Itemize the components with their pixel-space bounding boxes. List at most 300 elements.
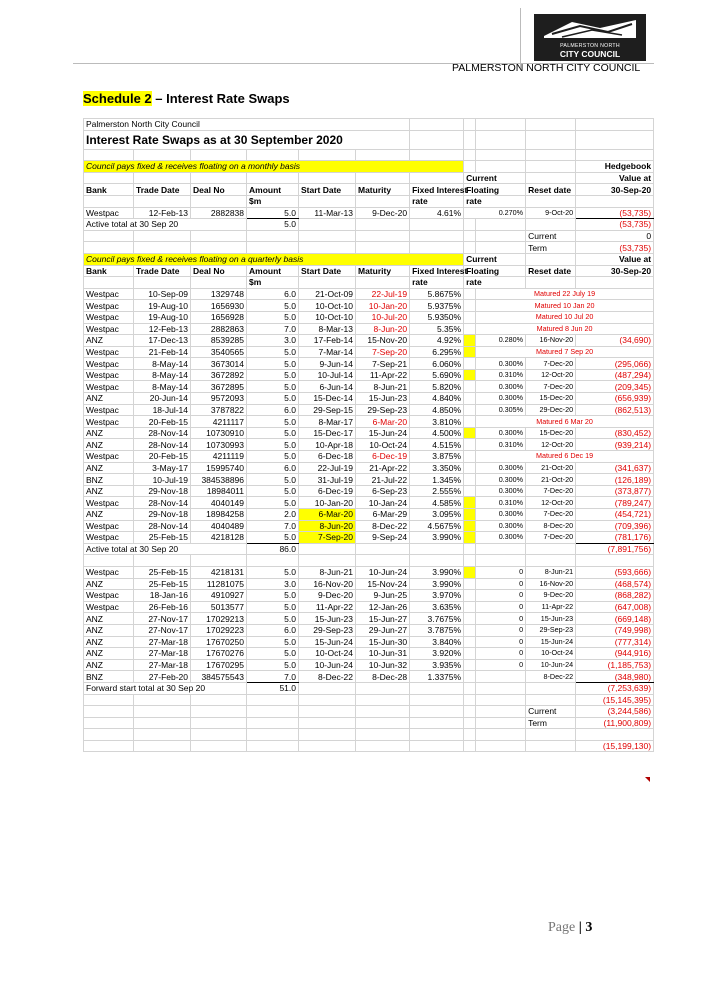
reset-date-cell: 7-Dec-20 xyxy=(526,485,576,497)
subheader-8 xyxy=(526,277,576,289)
trade-date-cell: 29-Nov-18 xyxy=(134,485,191,497)
subheader-2 xyxy=(191,277,247,289)
table-row xyxy=(84,497,654,509)
start-date-cell: 31-Jul-19 xyxy=(299,474,356,486)
amount-cell: 5.0 xyxy=(247,532,299,544)
trade-date-cell: 28-Nov-14 xyxy=(134,427,191,439)
reset-date-cell: 21-Oct-20 xyxy=(526,474,576,486)
fixed-rate-cell: 5.9350% xyxy=(410,311,464,323)
trade-date-cell: 27-Nov-17 xyxy=(134,624,191,636)
header-0: Bank xyxy=(84,184,134,196)
start-date-cell: 10-Oct-24 xyxy=(299,648,356,660)
amount-cell: 3.0 xyxy=(247,335,299,347)
reset-date-cell: 11-Apr-22 xyxy=(526,601,576,613)
reset-date-cell: 7-Dec-20 xyxy=(526,358,576,370)
maturity-cell: 21-Jul-22 xyxy=(356,474,410,486)
maturity-cell: 22-Jul-19 xyxy=(356,288,410,300)
deal-no-cell: 17670295 xyxy=(191,659,247,671)
reset-date-cell: 12-Oct-20 xyxy=(526,439,576,451)
amount-cell: 5.0 xyxy=(247,485,299,497)
fixed-rate-cell: 4.500% xyxy=(410,427,464,439)
floating-rate-cell: 0.310% xyxy=(476,497,526,509)
total-label: Active total at 30 Sep 20 xyxy=(84,219,247,231)
subheader-0 xyxy=(84,277,134,289)
table-title: Interest Rate Swaps as at 30 September 2020 xyxy=(84,130,410,149)
amount-cell: 7.0 xyxy=(247,671,299,683)
fixed-rate-cell: 3.935% xyxy=(410,659,464,671)
section3-total-row xyxy=(84,682,654,694)
maturity-cell: 10-Jan-24 xyxy=(356,497,410,509)
subheader-9 xyxy=(576,277,654,289)
flag-cell xyxy=(464,381,476,393)
bank-cell: ANZ xyxy=(84,439,134,451)
maturity-cell: 10-Jun-24 xyxy=(356,566,410,578)
fixed-rate-cell: 3.350% xyxy=(410,462,464,474)
value-cell: (868,282) xyxy=(576,590,654,602)
deal-no-cell: 1329748 xyxy=(191,288,247,300)
trade-date-cell: 27-Mar-18 xyxy=(134,648,191,660)
floating-rate-cell: 0.310% xyxy=(476,439,526,451)
bank-cell: Westpac xyxy=(84,601,134,613)
bank-cell: Westpac xyxy=(84,416,134,428)
flag-cell xyxy=(464,439,476,451)
floating-rate-cell: 0 xyxy=(476,636,526,648)
org-row xyxy=(84,119,654,131)
start-date-cell: 8-Jun-21 xyxy=(299,566,356,578)
header-4: Start Date xyxy=(299,184,356,196)
section1-current-row xyxy=(84,230,654,242)
start-date-cell: 29-Sep-23 xyxy=(299,624,356,636)
council-logo xyxy=(534,14,646,61)
bank-cell: BNZ xyxy=(84,671,134,683)
matured-note: Matured 6 Dec 19 xyxy=(476,451,654,463)
start-date-cell: 15-Jun-23 xyxy=(299,613,356,625)
start-date-cell: 15-Dec-14 xyxy=(299,393,356,405)
flag-cell xyxy=(464,648,476,660)
reset-date-cell: 7-Dec-20 xyxy=(526,509,576,521)
fixed-rate-cell: 3.970% xyxy=(410,590,464,602)
start-date-cell: 10-Oct-10 xyxy=(299,311,356,323)
bank-cell: Westpac xyxy=(84,566,134,578)
deal-no-cell: 17670276 xyxy=(191,648,247,660)
fixed-rate-cell: 3.990% xyxy=(410,578,464,590)
value-cell: (781,176) xyxy=(576,532,654,544)
flag-cell xyxy=(464,636,476,648)
spacer-row xyxy=(84,149,654,161)
fixed-rate-cell: 3.920% xyxy=(410,648,464,660)
bank-cell: Westpac xyxy=(84,311,134,323)
flag-cell xyxy=(464,578,476,590)
trade-date-cell: 12-Feb-13 xyxy=(134,323,191,335)
table-row xyxy=(84,323,654,335)
fixed-rate-cell: 1.345% xyxy=(410,474,464,486)
logo-text-line1: PALMERSTON NORTH xyxy=(560,43,620,49)
total-value: (7,253,639) xyxy=(576,682,654,694)
header-value-at: Value at xyxy=(576,253,654,265)
deal-no-cell: 1656928 xyxy=(191,311,247,323)
flag-cell xyxy=(464,300,476,312)
floating-rate-cell: 0.300% xyxy=(476,485,526,497)
maturity-cell: 8-Jun-20 xyxy=(356,323,410,335)
trade-date-cell: 28-Nov-14 xyxy=(134,520,191,532)
header-0: Bank xyxy=(84,265,134,277)
grand-total-row xyxy=(84,694,654,706)
maturity-cell: 12-Jan-26 xyxy=(356,601,410,613)
spacer-row xyxy=(84,555,654,567)
trade-date-cell: 28-Nov-14 xyxy=(134,439,191,451)
amount-cell: 7.0 xyxy=(247,323,299,335)
floating-rate-cell: 0.280% xyxy=(476,335,526,347)
subheader-1 xyxy=(134,195,191,207)
start-date-cell: 10-Jun-24 xyxy=(299,659,356,671)
bank-cell: Westpac xyxy=(84,451,134,463)
reset-date-cell: 16-Nov-20 xyxy=(526,335,576,347)
floating-rate-cell: 0.300% xyxy=(476,509,526,521)
table-row xyxy=(84,648,654,660)
trade-date-cell: 3-May-17 xyxy=(134,462,191,474)
value-cell: (656,939) xyxy=(576,393,654,405)
deal-no-cell: 10730910 xyxy=(191,427,247,439)
total-label: Active total at 30 Sep 20 xyxy=(84,543,247,555)
floating-rate-cell: 0 xyxy=(476,601,526,613)
subheader-5 xyxy=(356,195,410,207)
maturity-cell: 21-Apr-22 xyxy=(356,462,410,474)
bank-cell: Westpac xyxy=(84,358,134,370)
matured-note: Matured 22 July 19 xyxy=(476,288,654,300)
bank-cell: Westpac xyxy=(84,520,134,532)
reset-date-cell: 15-Jun-23 xyxy=(526,613,576,625)
amount-cell: 5.0 xyxy=(247,659,299,671)
bank-cell: ANZ xyxy=(84,613,134,625)
maturity-cell: 9-Sep-24 xyxy=(356,532,410,544)
start-date-cell: 15-Dec-17 xyxy=(299,427,356,439)
header-8: Reset date xyxy=(526,265,576,277)
deal-no-cell: 15995740 xyxy=(191,462,247,474)
trade-date-cell: 19-Aug-10 xyxy=(134,300,191,312)
bank-cell: ANZ xyxy=(84,462,134,474)
floating-rate-cell: 0.300% xyxy=(476,474,526,486)
bank-cell: Westpac xyxy=(84,323,134,335)
table-row xyxy=(84,207,654,219)
deal-no-cell: 3787822 xyxy=(191,404,247,416)
fixed-rate-cell: 4.92% xyxy=(410,335,464,347)
deal-no-cell: 18984011 xyxy=(191,485,247,497)
deal-no-cell: 17029223 xyxy=(191,624,247,636)
value-cell: (126,189) xyxy=(576,474,654,486)
deal-no-cell: 11281075 xyxy=(191,578,247,590)
header-divider-vertical xyxy=(520,8,521,68)
table-row xyxy=(84,288,654,300)
term-value: (53,735) xyxy=(576,242,654,254)
start-date-cell: 17-Feb-14 xyxy=(299,335,356,347)
start-date-cell: 7-Sep-20 xyxy=(299,532,356,544)
flag-cell xyxy=(464,624,476,636)
header-9: 30-Sep-20 xyxy=(576,184,654,196)
fixed-rate-cell: 5.9375% xyxy=(410,300,464,312)
flag-cell xyxy=(464,288,476,300)
value-cell: (295,066) xyxy=(576,358,654,370)
total-value: (7,891,756) xyxy=(576,543,654,555)
start-date-cell: 9-Jun-14 xyxy=(299,358,356,370)
schedule-title: – Interest Rate Swaps xyxy=(151,91,290,106)
reset-date-cell: 21-Oct-20 xyxy=(526,462,576,474)
bank-cell: Westpac xyxy=(84,369,134,381)
floating-rate-cell: 0.300% xyxy=(476,462,526,474)
reset-date-cell: 9-Dec-20 xyxy=(526,590,576,602)
flag-cell xyxy=(464,416,476,428)
flag-cell xyxy=(464,451,476,463)
value-cell: (487,294) xyxy=(576,369,654,381)
floating-rate-cell: 0.300% xyxy=(476,532,526,544)
header-current: Current xyxy=(464,172,526,184)
floating-rate-cell: 0.300% xyxy=(476,427,526,439)
reset-date-cell: 10-Oct-24 xyxy=(526,648,576,660)
matured-note: Matured 10 Jan 20 xyxy=(476,300,654,312)
maturity-cell: 8-Jun-21 xyxy=(356,381,410,393)
page-word: Page xyxy=(548,920,576,935)
schedule-heading xyxy=(83,91,290,106)
maturity-cell: 15-Jun-27 xyxy=(356,613,410,625)
subheader-0 xyxy=(84,195,134,207)
subheader-9 xyxy=(576,195,654,207)
header-8: Reset date xyxy=(526,184,576,196)
header-1: Trade Date xyxy=(134,265,191,277)
value-cell: (777,314) xyxy=(576,636,654,648)
maturity-cell: 15-Jun-23 xyxy=(356,393,410,405)
table-row xyxy=(84,346,654,358)
header-6: Fixed Interest xyxy=(410,184,464,196)
reset-date-cell: 12-Oct-20 xyxy=(526,369,576,381)
subheader-4 xyxy=(299,195,356,207)
matured-note: Matured 10 Jul 20 xyxy=(476,311,654,323)
fixed-rate-cell: 3.840% xyxy=(410,636,464,648)
maturity-cell: 10-Jun-31 xyxy=(356,648,410,660)
amount-cell: 5.0 xyxy=(247,311,299,323)
title-row xyxy=(84,130,654,149)
maturity-cell: 10-Jun-32 xyxy=(356,659,410,671)
deal-no-cell: 4040149 xyxy=(191,497,247,509)
amount-cell: 5.0 xyxy=(247,439,299,451)
table-row xyxy=(84,451,654,463)
fixed-rate-cell: 3.7875% xyxy=(410,624,464,636)
start-date-cell: 10-Jan-20 xyxy=(299,497,356,509)
header-5: Maturity xyxy=(356,184,410,196)
header-4: Start Date xyxy=(299,265,356,277)
header-6: Fixed Interest xyxy=(410,265,464,277)
total-amount: 86.0 xyxy=(247,543,299,555)
table-row xyxy=(84,335,654,347)
fixed-rate-cell: 3.990% xyxy=(410,532,464,544)
start-date-cell: 8-Mar-17 xyxy=(299,416,356,428)
fixed-rate-cell: 1.3375% xyxy=(410,671,464,683)
section3-term-row xyxy=(84,717,654,729)
table-row xyxy=(84,532,654,544)
flag-cell xyxy=(464,369,476,381)
maturity-cell: 6-Dec-19 xyxy=(356,451,410,463)
fixed-rate-cell: 3.095% xyxy=(410,509,464,521)
subheader-7: rate xyxy=(464,195,526,207)
floating-rate-cell: 0.300% xyxy=(476,358,526,370)
maturity-cell: 9-Dec-20 xyxy=(356,207,410,219)
value-cell: (749,998) xyxy=(576,624,654,636)
flag-cell xyxy=(464,590,476,602)
start-date-cell: 9-Dec-20 xyxy=(299,590,356,602)
table-row xyxy=(84,311,654,323)
reset-date-cell: 7-Dec-20 xyxy=(526,532,576,544)
current-value: 0 xyxy=(576,230,654,242)
value-cell: (209,345) xyxy=(576,381,654,393)
flag-cell xyxy=(464,404,476,416)
trade-date-cell: 10-Jul-19 xyxy=(134,474,191,486)
trade-date-cell: 26-Feb-16 xyxy=(134,601,191,613)
bank-cell: Westpac xyxy=(84,346,134,358)
header-3: Amount xyxy=(247,265,299,277)
flag-cell xyxy=(464,532,476,544)
deal-no-cell: 384575543 xyxy=(191,671,247,683)
table-row xyxy=(84,659,654,671)
reset-date-cell: 8-Jun-21 xyxy=(526,566,576,578)
deal-no-cell: 17670250 xyxy=(191,636,247,648)
maturity-cell: 11-Apr-22 xyxy=(356,369,410,381)
subheader-5 xyxy=(356,277,410,289)
trade-date-cell: 18-Jan-16 xyxy=(134,590,191,602)
deal-no-cell: 4218128 xyxy=(191,532,247,544)
start-date-cell: 10-Jul-14 xyxy=(299,369,356,381)
start-date-cell: 29-Sep-15 xyxy=(299,404,356,416)
section1-term-row xyxy=(84,242,654,254)
table-row xyxy=(84,474,654,486)
subheader-1 xyxy=(134,277,191,289)
deal-no-cell: 17029213 xyxy=(191,613,247,625)
start-date-cell: 6-Dec-18 xyxy=(299,451,356,463)
section1-band-row xyxy=(84,161,654,173)
trade-date-cell: 20-Feb-15 xyxy=(134,451,191,463)
amount-cell: 5.0 xyxy=(247,636,299,648)
table-row xyxy=(84,462,654,474)
maturity-cell: 8-Dec-28 xyxy=(356,671,410,683)
table-row xyxy=(84,671,654,683)
header-current: Current xyxy=(464,253,526,265)
start-date-cell: 7-Mar-14 xyxy=(299,346,356,358)
grand-total-value: (15,145,395) xyxy=(576,694,654,706)
value-cell: (862,513) xyxy=(576,404,654,416)
reset-date-cell: 15-Dec-20 xyxy=(526,393,576,405)
bank-cell: ANZ xyxy=(84,335,134,347)
logo-graphic xyxy=(542,18,638,40)
cell-comment-marker xyxy=(645,777,650,782)
amount-cell: 5.0 xyxy=(247,474,299,486)
table-row xyxy=(84,624,654,636)
start-date-cell: 22-Jul-19 xyxy=(299,462,356,474)
matured-note: Matured 8 Jun 20 xyxy=(476,323,654,335)
value-cell: (348,980) xyxy=(576,671,654,683)
maturity-cell: 10-Jan-20 xyxy=(356,300,410,312)
maturity-cell: 29-Jun-27 xyxy=(356,624,410,636)
bank-cell: ANZ xyxy=(84,636,134,648)
header-5: Maturity xyxy=(356,265,410,277)
subheader-2 xyxy=(191,195,247,207)
bank-cell: ANZ xyxy=(84,578,134,590)
trade-date-cell: 25-Feb-15 xyxy=(134,532,191,544)
start-date-cell: 21-Oct-09 xyxy=(299,288,356,300)
amount-cell: 2.0 xyxy=(247,509,299,521)
term-label: Term xyxy=(526,242,576,254)
deal-no-cell: 4218131 xyxy=(191,566,247,578)
deal-no-cell: 8539285 xyxy=(191,335,247,347)
floating-rate-cell: 0.270% xyxy=(464,207,526,219)
start-date-cell: 16-Nov-20 xyxy=(299,578,356,590)
section2-header xyxy=(84,265,654,277)
reset-date-cell: 16-Nov-20 xyxy=(526,578,576,590)
flag-cell xyxy=(464,462,476,474)
flag-cell xyxy=(464,393,476,405)
flag-cell xyxy=(464,323,476,335)
bank-cell: Westpac xyxy=(84,288,134,300)
value-cell: (454,721) xyxy=(576,509,654,521)
fixed-rate-cell: 2.555% xyxy=(410,485,464,497)
value-cell: (789,247) xyxy=(576,497,654,509)
value-cell: (709,396) xyxy=(576,520,654,532)
bank-cell: Westpac xyxy=(84,300,134,312)
floating-rate-cell: 0 xyxy=(476,659,526,671)
final-total-value: (15,199,130) xyxy=(576,740,654,752)
maturity-cell: 15-Nov-20 xyxy=(356,335,410,347)
section2-total-row xyxy=(84,543,654,555)
floating-rate-cell: 0 xyxy=(476,648,526,660)
floating-rate-cell: 0 xyxy=(476,566,526,578)
deal-no-cell: 18984258 xyxy=(191,509,247,521)
start-date-cell: 8-Jun-20 xyxy=(299,520,356,532)
bank-cell: Westpac xyxy=(84,381,134,393)
page-number: 3 xyxy=(585,920,593,935)
bank-cell: BNZ xyxy=(84,474,134,486)
fixed-rate-cell: 5.690% xyxy=(410,369,464,381)
deal-no-cell: 4211117 xyxy=(191,416,247,428)
table-row xyxy=(84,358,654,370)
reset-date-cell: 12-Oct-20 xyxy=(526,497,576,509)
fixed-rate-cell: 4.515% xyxy=(410,439,464,451)
page-separator: | xyxy=(575,920,586,935)
deal-no-cell: 384538896 xyxy=(191,474,247,486)
flag-cell xyxy=(464,520,476,532)
section1-header xyxy=(84,184,654,196)
deal-no-cell: 3672895 xyxy=(191,381,247,393)
maturity-cell: 15-Nov-24 xyxy=(356,578,410,590)
start-date-cell: 11-Mar-13 xyxy=(299,207,356,219)
amount-cell: 5.0 xyxy=(247,427,299,439)
maturity-cell: 15-Jun-24 xyxy=(356,427,410,439)
term-label: Term xyxy=(526,717,576,729)
fixed-rate-cell: 3.810% xyxy=(410,416,464,428)
current-label: Current xyxy=(526,706,576,718)
amount-cell: 7.0 xyxy=(247,520,299,532)
deal-no-cell: 3673014 xyxy=(191,358,247,370)
amount-cell: 6.0 xyxy=(247,288,299,300)
org-cell: Palmerston North City Council xyxy=(84,119,410,131)
table-row xyxy=(84,485,654,497)
trade-date-cell: 25-Feb-15 xyxy=(134,566,191,578)
table-row xyxy=(84,636,654,648)
start-date-cell: 6-Dec-19 xyxy=(299,485,356,497)
floating-rate-cell: 0 xyxy=(476,590,526,602)
amount-cell: 5.0 xyxy=(247,416,299,428)
bank-cell: ANZ xyxy=(84,393,134,405)
flag-cell xyxy=(464,427,476,439)
table-row xyxy=(84,509,654,521)
reset-date-cell: 10-Jun-24 xyxy=(526,659,576,671)
header-9: 30-Sep-20 xyxy=(576,265,654,277)
subheader-3: $m xyxy=(247,195,299,207)
